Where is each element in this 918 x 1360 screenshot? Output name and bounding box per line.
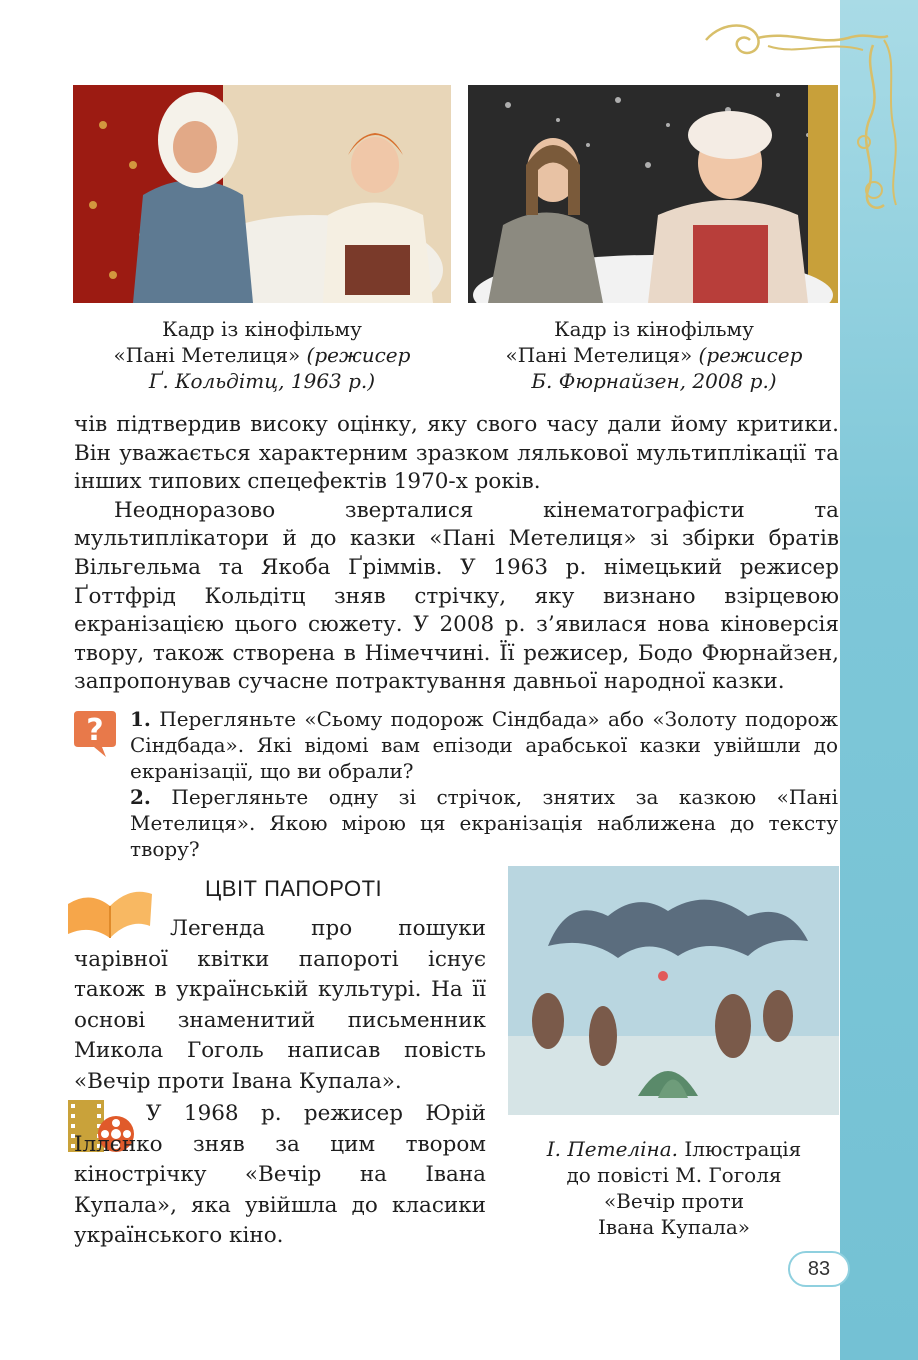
paragraph-2: Неодноразово зверталися кінематографісти та мультиплікатори й до казки «Пані Метелиця» зі збірки братів Вільгельма та Якоба Ґріммів. У 1963 р. німецький режисер Ґоттфрід Кольдітц зняв стрічку, яку визнано взірцевою екранізацією цього сюжету. У 2008 р. з’явилася нова кіноверсія твору, також створена в Німеччині. Її режисер, Бодо Фюрнайзен, запропонував сучасне потрактування давньої народної казки. xyxy=(74,497,839,695)
caption-line xyxy=(86,342,438,368)
caption-label: Ілюстрація xyxy=(684,1137,802,1161)
caption-line: Кадр із кінофільму xyxy=(162,317,362,341)
question-1-number: 1. xyxy=(130,707,151,731)
question-1-text: Перегляньте «Сьому подорож Сіндбада» або «Золоту подорож Сіндбада». Які відомі вам епізоди арабської казки увійшли до екранізації, що ви обрали? xyxy=(130,707,838,783)
caption-photo-2008 xyxy=(478,316,830,394)
legend-text xyxy=(74,914,486,1097)
photo-film-1963 xyxy=(73,85,451,303)
caption-director: Б. Фюрнайзен, 2008 р.) xyxy=(531,369,777,393)
caption-line xyxy=(86,368,438,394)
caption-illustration xyxy=(516,1136,832,1240)
caption-director-prefix: (режисер xyxy=(306,343,411,367)
paragraph-1: чів підтвердив високу оцінку, яку свого часу дали йому критики. Він уважається характерним зразком лялькової мультиплікації та інших типових спецефектів 1970-х років. xyxy=(74,412,839,495)
illustration-petelina xyxy=(508,866,839,1115)
caption-line xyxy=(478,342,830,368)
caption-line xyxy=(478,368,830,394)
photo-film-1963-image xyxy=(73,85,451,303)
photo-film-2008 xyxy=(468,85,838,303)
svg-text:?: ? xyxy=(86,713,104,748)
caption-line: «Вечір проти xyxy=(603,1189,745,1213)
questions-block xyxy=(130,706,838,862)
caption-illustrator: І. Петеліна. xyxy=(546,1137,679,1161)
caption-film-title: «Пані Метелиця» xyxy=(505,343,693,367)
caption-line: Івана Купала» xyxy=(597,1215,751,1239)
question-bubble-icon xyxy=(72,707,118,759)
caption-line xyxy=(516,1136,832,1162)
film-paragraph: У 1968 р. режисер Юрій Іллєнко зняв за цим твором кінострічку «Вечір на Івана Купала», яка увійшла до класики українського кіно. xyxy=(74,1101,486,1248)
question-2-text: Перегляньте одну зі стрічок, знятих за казкою «Пані Метелиця». Якою мірою ця екранізація наближена до тексту твору? xyxy=(130,785,839,861)
question-2 xyxy=(130,784,838,862)
caption-film-title: «Пані Метелиця» xyxy=(113,343,301,367)
question-2-number: 2. xyxy=(130,785,151,809)
caption-director: Ґ. Кольдітц, 1963 р.) xyxy=(148,369,376,393)
main-text xyxy=(74,411,839,697)
film-text xyxy=(74,1099,486,1252)
question-1 xyxy=(130,706,838,784)
caption-director-prefix: (режисер xyxy=(698,343,803,367)
caption-line: до повісті М. Гоголя xyxy=(566,1163,782,1187)
illustration-image xyxy=(508,866,839,1115)
page-number: 83 xyxy=(788,1251,850,1287)
caption-photo-1963 xyxy=(86,316,438,394)
photo-film-2008-image xyxy=(468,85,838,303)
section-title: ЦВІТ ПАПОРОТІ xyxy=(205,876,383,901)
legend-paragraph: Легенда про пошуки чарівної квітки папороті існує також в українській культурі. На її основі знаменитий письменник Микола Гоголь написав повість «Вечір проти Івана Купала». xyxy=(74,916,486,1094)
caption-line: Кадр із кінофільму xyxy=(554,317,754,341)
